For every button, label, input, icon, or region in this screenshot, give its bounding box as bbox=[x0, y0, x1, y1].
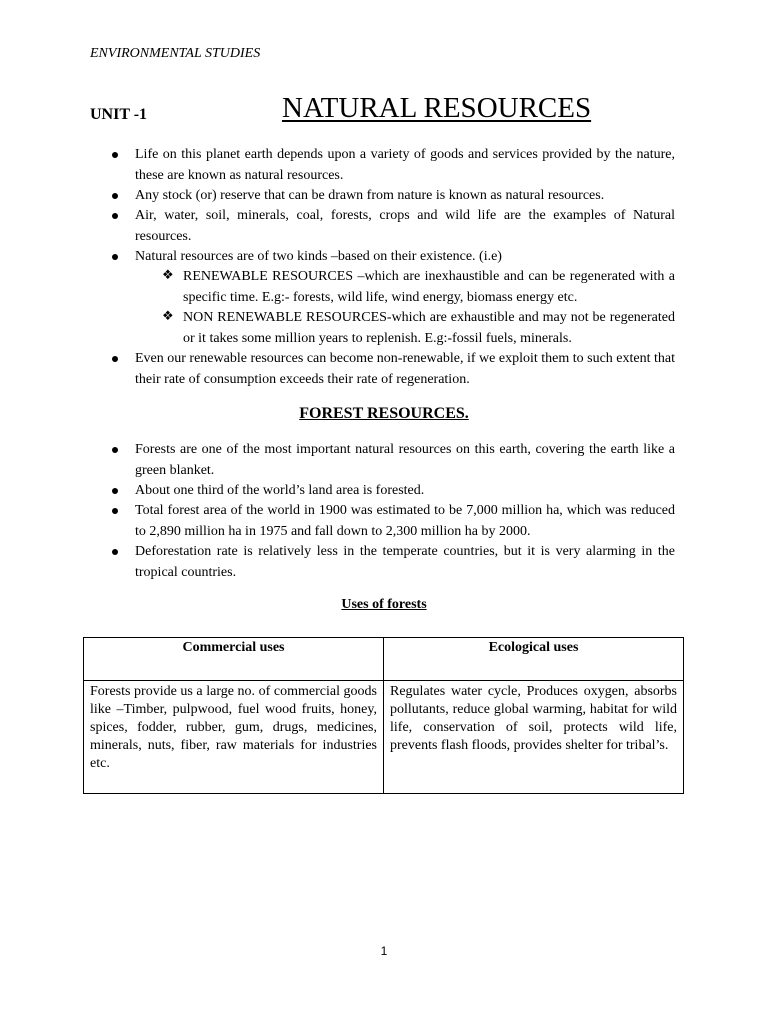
list-item-text: Any stock (or) reserve that can be drawn from nature is known as natural resources. bbox=[135, 188, 605, 203]
diamond-bullet-icon bbox=[162, 308, 172, 328]
list-item-text: Natural resources are of two kinds –based on their existence. (i.e) bbox=[135, 249, 502, 264]
section-title: FOREST RESOURCES. bbox=[299, 405, 469, 422]
running-header: ENVIRONMENTAL STUDIES bbox=[90, 46, 261, 61]
bullet-icon bbox=[111, 501, 121, 521]
table-cell-commercial: Forests provide us a large no. of commercial goods like –Timber, pulpwood, fuel wood fruits, honey, spices, fodder, rubber, gum, drugs, medicines, minerals, nuts, fiber, raw materials for industries etc. bbox=[84, 681, 384, 794]
sub-list-item-text: NON RENEWABLE RESOURCES-which are exhaustible and may not be regenerated or it takes some million years to replenish. E.g:-fossil fuels, minerals. bbox=[183, 310, 675, 346]
column-header-ecological: Ecological uses bbox=[384, 638, 684, 681]
bullet-icon bbox=[111, 349, 121, 369]
bullet-icon bbox=[111, 145, 121, 165]
page-number: 1 bbox=[380, 944, 388, 958]
bullet-icon bbox=[111, 542, 121, 562]
bullet-icon bbox=[111, 206, 121, 226]
list-item-text: About one third of the world’s land area is forested. bbox=[135, 483, 425, 498]
table-cell-ecological: Regulates water cycle, Produces oxygen, absorbs pollutants, reduce global warming, habitat for wild life, conservation of soil, protects wild life, prevents flash floods, provides shelter for tribal’s. bbox=[384, 681, 684, 794]
list-item-text: Total forest area of the world in 1900 was estimated to be 7,000 million ha, which was reduced to 2,890 million ha in 1975 and fall down to 2,300 million ha by 2000. bbox=[135, 503, 675, 539]
uses-table bbox=[83, 637, 684, 794]
list-item-text: Air, water, soil, minerals, coal, forests, crops and wild life are the examples of Natural resources. bbox=[135, 208, 675, 244]
list-item-text: Life on this planet earth depends upon a variety of goods and services provided by the nature, these are known as natural resources. bbox=[135, 147, 675, 183]
table-row bbox=[84, 681, 684, 794]
table-header-row bbox=[84, 638, 684, 681]
sub-list-item-text: RENEWABLE RESOURCES –which are inexhaustible and can be regenerated with a specific time. E.g:- forests, wild life, wind energy, biomass energy etc. bbox=[183, 269, 675, 305]
unit-label: UNIT -1 bbox=[90, 106, 148, 123]
list-item-text: Deforestation rate is relatively less in the temperate countries, but it is very alarming in the tropical countries. bbox=[135, 544, 675, 580]
list-item-text: Even our renewable resources can become non-renewable, if we exploit them to such extent that their rate of consumption exceeds their rate of regeneration. bbox=[135, 351, 675, 387]
page-title: NATURAL RESOURCES bbox=[282, 92, 592, 124]
column-header-commercial: Commercial uses bbox=[84, 638, 384, 681]
bullet-icon bbox=[111, 247, 121, 267]
bullet-icon bbox=[111, 481, 121, 501]
table-caption: Uses of forests bbox=[341, 597, 427, 612]
list-item-text: Forests are one of the most important natural resources on this earth, covering the earth like a green blanket. bbox=[135, 442, 675, 478]
bullet-icon bbox=[111, 440, 121, 460]
bullet-icon bbox=[111, 186, 121, 206]
diamond-bullet-icon bbox=[162, 267, 172, 287]
